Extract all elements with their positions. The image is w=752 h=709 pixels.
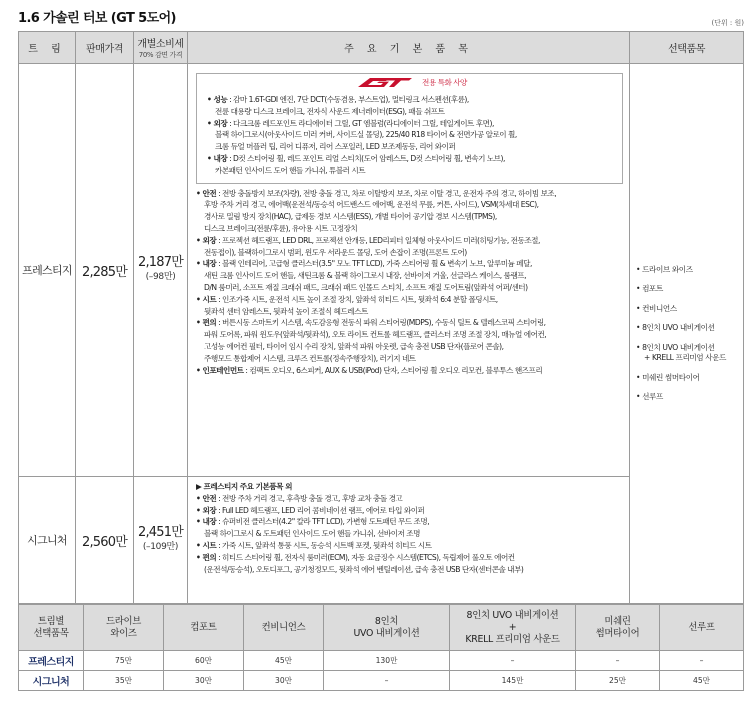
feature-category: • 내장 [196,259,217,269]
option-label: • 컨비니언스 [636,303,677,313]
option-price: 30만 [164,671,244,691]
option-header-line: UVO 내비게이션 [353,627,420,639]
feature-item [196,505,623,517]
page-title: 1.6 가솔린 터보 (GT 5도어) [18,11,176,26]
tax-price-prestige: 2,187만 (–98만) [134,64,188,477]
feature-text: 전동접이), 블랙하이그로시 범퍼, 윈도우 서라운드 몰딩, 도어 손잡이 조명(프론트 도어) [204,247,467,257]
trim-spec-table [18,31,744,604]
option-header-line: 컴포트 [190,621,217,633]
option-item [636,284,741,295]
feature-item [196,258,623,293]
option-label: • 드라이브 와이즈 [636,264,693,274]
option-header [660,605,744,651]
feature-text: 파워 도어록, 파워 윈도우(앞좌석/뒷좌석), 오토 라이트 컨트롤 헤드램프, 클러스터 조명 조절 장치, 매뉴얼 에어컨, [204,330,547,340]
option-label: • 컴포트 [636,284,663,293]
option-header-line: 8인치 UVO 내비게이션 [466,609,559,621]
option-price: – [576,651,660,671]
feature-text: : 전방 충돌방지 보조(차량), 전방 충돌 경고, 차로 이탈방지 보조, 차로 이탈 경고, 운전자 주의 경고, 하이빔 보조, [216,188,557,198]
option-price-table [18,604,744,691]
feature-text: : 버튼시동 스마트키 시스템, 속도감응형 전동식 파워 스티어링(MDPS), 수동식 틸트 & 텔레스코픽 스티어링, [216,318,546,328]
option-item [636,304,741,315]
option-item [636,265,741,276]
feature-text: : Full LED 헤드램프, LED 리어 콤비네이션 램프, 에어로 타입 와이퍼 [216,505,425,515]
feature-category: • 외장 [207,118,228,128]
option-price: 25만 [576,671,660,691]
row-prestige [19,64,744,477]
feature-category: • 내장 [207,153,228,163]
option-price: 130만 [324,651,450,671]
feature-text: 주행모드 통합제어 시스템, 크루즈 컨트롤(정속주행장치), 러기지 네트 [204,353,416,363]
option-table-body [19,651,744,691]
option-list [636,265,741,403]
feature-text: 크롬 듀얼 머플러 팁, 리어 디퓨저, 리어 스포일러, LED 보조제동등, 리어 와이퍼 [215,142,456,152]
feature-text: 뒷좌석 센터 암레스트, 뒷좌석 높이 조절식 헤드레스트 [204,306,368,316]
feature-item [196,493,623,505]
gt-exclusive-box [196,73,623,184]
feature-item [196,188,623,235]
feature-item [196,540,623,552]
feature-text: 고성능 에어컨 필터, 타이어 임시 수리 장치, 앞좌석 파워 아웃렛, 급속 충전 USB 단자(플로어 콘솔), [204,341,504,351]
gt-feature-list [207,94,616,177]
feature-text: 전륜 대용량 디스크 브레이크, 전자식 사운드 제너레이터(ESG), 패들 쉬프트 [215,106,445,116]
option-label: • 8인치 UVO 내비게이션 [636,323,715,332]
feature-text: 블랙 하이그로시(아웃사이드 미러 커버, 사이드실 몰딩), 225/40 R18 타이어 & 전면가공 알로이 휠, [215,130,517,140]
feature-text: : 히티드 스티어링 휠, 전자식 룸미러(ECM), 자동 요금징수 시스템(ETCS), 독립제어 풀오토 에어컨 [216,552,515,562]
tax-price-signature: 2,451만 (–109만) [134,477,188,604]
option-row [19,651,744,671]
feature-text: : 감마 1.6T-GDI 엔진, 7단 DCT(수동겸용, 부스트업), 멀티링크 서스펜션(후륜), [227,95,469,104]
option-header-line: 8인치 [374,615,399,627]
feature-category: • 인포테인먼트 [196,365,244,375]
feature-item [196,317,623,364]
features-prestige [188,64,630,477]
feature-text: 후방 주차 거리 경고, 에어백(운전석/동승석 어드밴스드 에어백, 운전석 무릎, 커튼, 사이드), VSM(차세대 ESC), [204,200,539,210]
option-row [19,671,744,691]
option-label: • 선루프 [636,392,663,401]
option-header-line: KRELL 프리미엄 사운드 [465,633,560,645]
signature-feature-list [196,493,623,576]
feature-category: • 성능 [207,95,228,104]
header-tax-price: 개별소비세 70% 감면 가격 [134,32,188,64]
option-item [636,373,741,384]
header-options: 선택품목 [630,32,744,64]
option-price: 35만 [84,671,164,691]
feature-item [207,153,616,177]
feature-text: 경사로 밀림 방지 장치(HAC), 급제동 경보 시스템(ESS), 개별 타이어 공기압 경보 시스템(TPMS), [204,212,497,222]
option-row-trim: 프레스티지 [19,651,84,671]
option-header [576,605,660,651]
feature-category: • 편의 [196,552,217,562]
option-header [164,605,244,651]
option-price: 60만 [164,651,244,671]
option-header [450,605,576,651]
feature-category: • 내장 [196,517,217,527]
option-price: 45만 [660,671,744,691]
option-header-line: 드라이브 [105,615,142,627]
option-header [19,605,84,651]
option-header-line: 선택품목 [33,627,69,639]
feature-item [196,235,623,259]
signature-feature-heading: ▶ 프레스티지 주요 기본품목 외 [196,482,292,491]
option-row-trim: 시그니처 [19,671,84,691]
feature-item [196,365,623,377]
option-header [244,605,324,651]
option-label: • 8인치 UVO 내비게이션 [636,342,715,352]
option-price: 30만 [244,671,324,691]
gt-logo-icon [356,76,414,89]
option-header-line: 컨비니언스 [261,621,306,633]
trim-name-prestige: 프레스티지 [19,64,76,477]
option-label: • 미쉐린 썸머타이어 [636,372,700,382]
feature-text: : D컷 스티어링 휠, 레드 포인트 리얼 스티치(도어 암레스트, D컷 스티어링 휠, 변속기 노브), [227,153,505,163]
option-header-line: 미쉐린 [604,615,631,627]
trim-name-signature: 시그니처 [19,477,76,604]
feature-text: (운전석/동승석), 오토디포그, 공기청정모드, 뒷좌석 에어 벤틸레이션, 급속 충전 USB 단자(센터콘솔 내부) [204,564,524,574]
option-list-cell [630,64,744,604]
feature-text: : 슈퍼비전 클러스터(4.2" 칼라 TFT LCD), 가변형 도트패턴 무드 조명, [216,517,430,527]
option-header-line: 선루프 [688,621,715,633]
option-header-line: 썸머타이어 [595,627,640,639]
feature-text: : 프로젝션 헤드램프, LED DRL, 프로젝션 안개등, LED리피터 일체형 아웃사이드 미러(히팅기능, 전동조절, [216,235,540,245]
feature-category: • 안전 [196,188,217,198]
feature-item [196,552,623,576]
feature-item [207,94,616,118]
feature-category: • 외장 [196,505,217,515]
gt-section-label: 전용 특화 사양 [422,77,467,87]
header-trim: 트 림 [19,32,76,64]
feature-text: : 블랙 인테리어, 고급형 클러스터(3.5" 모노 TFT LCD), 가죽 스티어링 휠 & 변속기 노브, 알루미늄 페달, [216,259,532,269]
option-price: 75만 [84,651,164,671]
option-item [636,343,741,364]
option-header [324,605,450,651]
feature-text: 새틴 크롬 인사이드 도어 핸들, 새틴크롬 & 블랙 하이그로시 내장, 선바이저 거울, 선글라스 케이스, 룸램프, [204,271,527,281]
feature-text: 블랙 하이그로시 & 도트패턴 인사이드 도어 핸들 가니쉬, 선바이저 조명 [204,529,420,539]
feature-text: : 인조가죽 시트, 운전석 시트 높이 조절 장치, 앞좌석 히티드 시트, 뒷좌석 6:4 분할 폴딩시트, [216,294,498,304]
option-header-line: + [508,621,517,633]
feature-text: : 컴팩트 오디오, 6스피커, AUX & USB(iPod) 단자, 스티어링 휠 오디오 리모컨, 블루투스 핸즈프리 [243,365,543,375]
feature-category: • 외장 [196,235,217,245]
header-features: 주 요 기 본 품 목 [188,32,630,64]
feature-text: 카본패턴 인사이드 도어 핸들 가니쉬, 튜블러 시트 [215,165,366,175]
feature-category: • 시트 [196,540,217,550]
price-signature: 2,560만 [76,477,134,604]
option-header [84,605,164,651]
feature-text: : 가죽 시트, 앞좌석 통풍 시트, 동승석 시트백 포켓, 뒷좌석 히티드 시트 [216,540,432,550]
feature-category: • 편의 [196,318,217,328]
unit-label: (단위 : 원) [711,19,744,27]
feature-item [196,294,623,318]
option-item [636,323,741,334]
feature-text: D/N 룸미러, 소프트 재질 크래쉬 패드, 크래쉬 패드 인몰드 스티치, 소프트 재질 도어트림(앞좌석 어퍼/센터) [204,282,528,292]
feature-item [196,516,623,540]
option-price: 45만 [244,651,324,671]
price-prestige: 2,285만 [76,64,134,477]
feature-text: 디스크 브레이크(전륜/후륜), 유아용 시트 고정장치 [204,223,358,233]
feature-item [207,118,616,153]
option-price: 145만 [450,671,576,691]
option-price: – [324,671,450,691]
option-price: – [450,651,576,671]
feature-category: • 안전 [196,493,217,503]
features-signature [188,477,630,604]
option-item [636,392,741,403]
feature-text: : 전방 주차 거리 경고, 후측방 충돌 경고, 후방 교차 충돌 경고 [216,493,403,503]
header-price: 판매가격 [76,32,134,64]
option-price: – [660,651,744,671]
option-header-line: 트림별 [37,615,65,627]
prestige-feature-list [196,188,623,377]
option-label-sub: + KRELL 프리미엄 사운드 [644,353,727,362]
option-table-header [19,605,744,651]
option-header-line: 와이즈 [110,627,137,639]
feature-category: • 시트 [196,294,217,304]
feature-text: : 다크크롬 레드포인트 라디에이터 그릴, GT 엠블럼(라디에이터 그릴, 테일게이트 후면), [227,118,494,128]
